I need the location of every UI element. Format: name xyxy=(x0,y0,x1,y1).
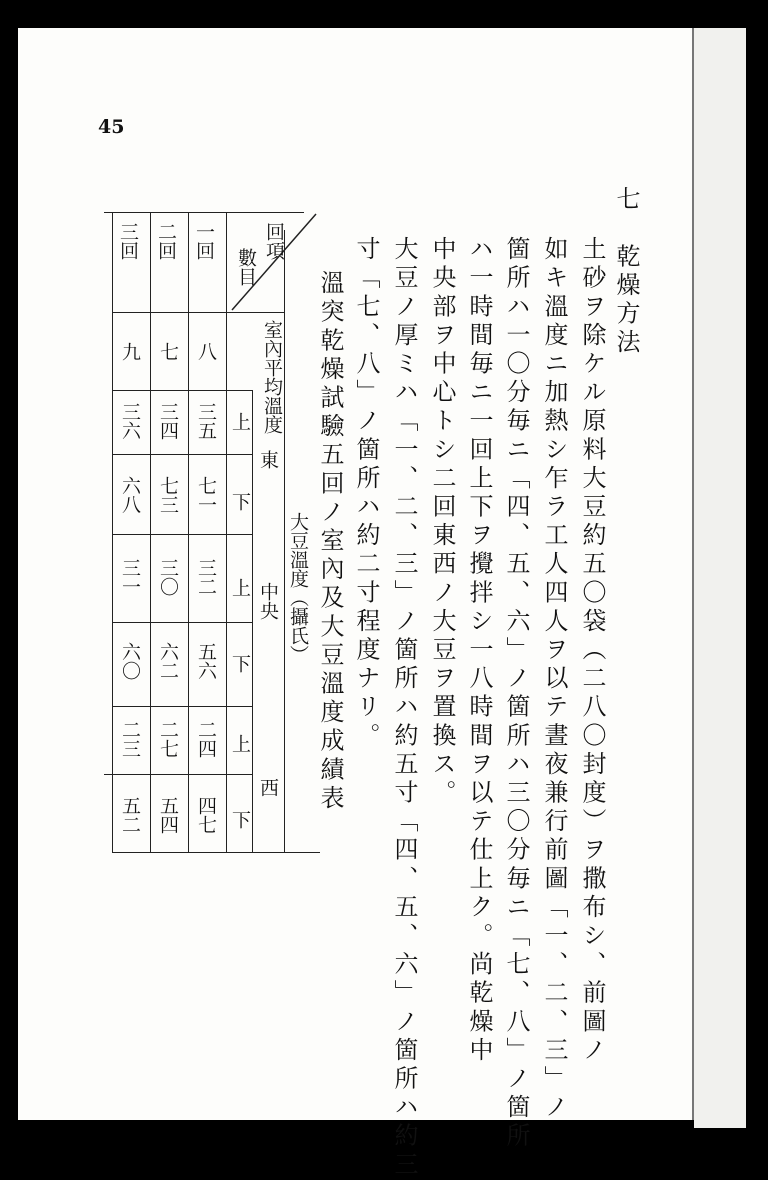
west-upper: 上 xyxy=(229,734,251,753)
row-label: 一回 xyxy=(193,222,215,260)
row-label: 二回 xyxy=(155,222,177,260)
table-cell: 三四 xyxy=(157,402,179,440)
center-lower: 下 xyxy=(229,654,251,673)
table-cell: 三六 xyxy=(119,402,141,440)
header-count: 數目 xyxy=(235,248,257,286)
table-cell: 七一 xyxy=(195,476,217,514)
body-column-7: 寸「七、八」ノ箇所ハ約二寸程度ナリ。 xyxy=(352,236,380,751)
body-column-4: ハ一時間毎ニ一回上下ヲ攪拌シ一八時間ヲ以テ仕上ク。尚乾燥中 xyxy=(465,236,493,1066)
table-cell: 三〇 xyxy=(157,558,179,596)
table-cell: 六八 xyxy=(119,476,141,514)
facing-page-edge xyxy=(694,28,746,1128)
table-cell: 二三 xyxy=(119,720,141,758)
table-cell: 三一 xyxy=(119,558,141,596)
table-cell: 五二 xyxy=(119,796,141,834)
body-column-6: 大豆ノ厚ミハ「一、二、三」ノ箇所ハ約五寸「四、五、六」ノ箇所ハ約三 xyxy=(390,236,418,1180)
section-heading: 七 乾燥方法 xyxy=(612,186,640,358)
body-column-3: 箇所ハ一〇分毎ニ「四、五、六」ノ箇所ハ三〇分毎ニ「七、八」ノ箇所 xyxy=(502,236,530,1152)
row-label: 三回 xyxy=(117,222,139,260)
room-temp: 七 xyxy=(157,342,179,361)
table-cell: 四七 xyxy=(195,796,217,834)
table-cell: 五六 xyxy=(195,642,217,680)
page-number: 45 xyxy=(98,116,125,138)
east-lower: 下 xyxy=(229,492,251,511)
table-cell: 二四 xyxy=(195,720,217,758)
bean-temp-header: 大豆溫度（攝氏） xyxy=(287,512,309,664)
west-lower: 下 xyxy=(229,810,251,829)
center-upper: 上 xyxy=(229,578,251,597)
table-cell: 七三 xyxy=(157,476,179,514)
header-item: 回項 xyxy=(263,222,285,260)
position-east: 東 xyxy=(257,450,279,469)
position-center: 中央 xyxy=(257,582,279,620)
room-temp: 九 xyxy=(119,342,141,361)
table-cell: 五四 xyxy=(157,796,179,834)
room-avg-header: 室內平均溫度 xyxy=(261,320,283,434)
table-cell: 六〇 xyxy=(119,642,141,680)
table-cell: 三二 xyxy=(195,558,217,596)
table-caption: 溫突乾燥試驗五回ノ室內及大豆溫度成績表 xyxy=(316,270,344,814)
body-column-2: 如キ溫度ニ加熱シ乍ラ工人四人ヲ以テ晝夜兼行前圖「一、二、三」ノ xyxy=(540,236,568,1123)
body-column-5: 中央部ヲ中心トシ二回東西ノ大豆ヲ置換ス。 xyxy=(428,236,456,808)
table-cell: 三五 xyxy=(195,402,217,440)
table-cell: 六二 xyxy=(157,642,179,680)
table-cell: 二七 xyxy=(157,720,179,758)
east-upper: 上 xyxy=(229,412,251,431)
room-temp: 八 xyxy=(195,342,217,361)
temperature-table xyxy=(112,212,320,852)
position-west: 西 xyxy=(257,778,279,797)
body-column-1: 土砂ヲ除ケル原料大豆約五〇袋（二八〇封度）ヲ撒布シ、前圖ノ xyxy=(578,236,606,1066)
